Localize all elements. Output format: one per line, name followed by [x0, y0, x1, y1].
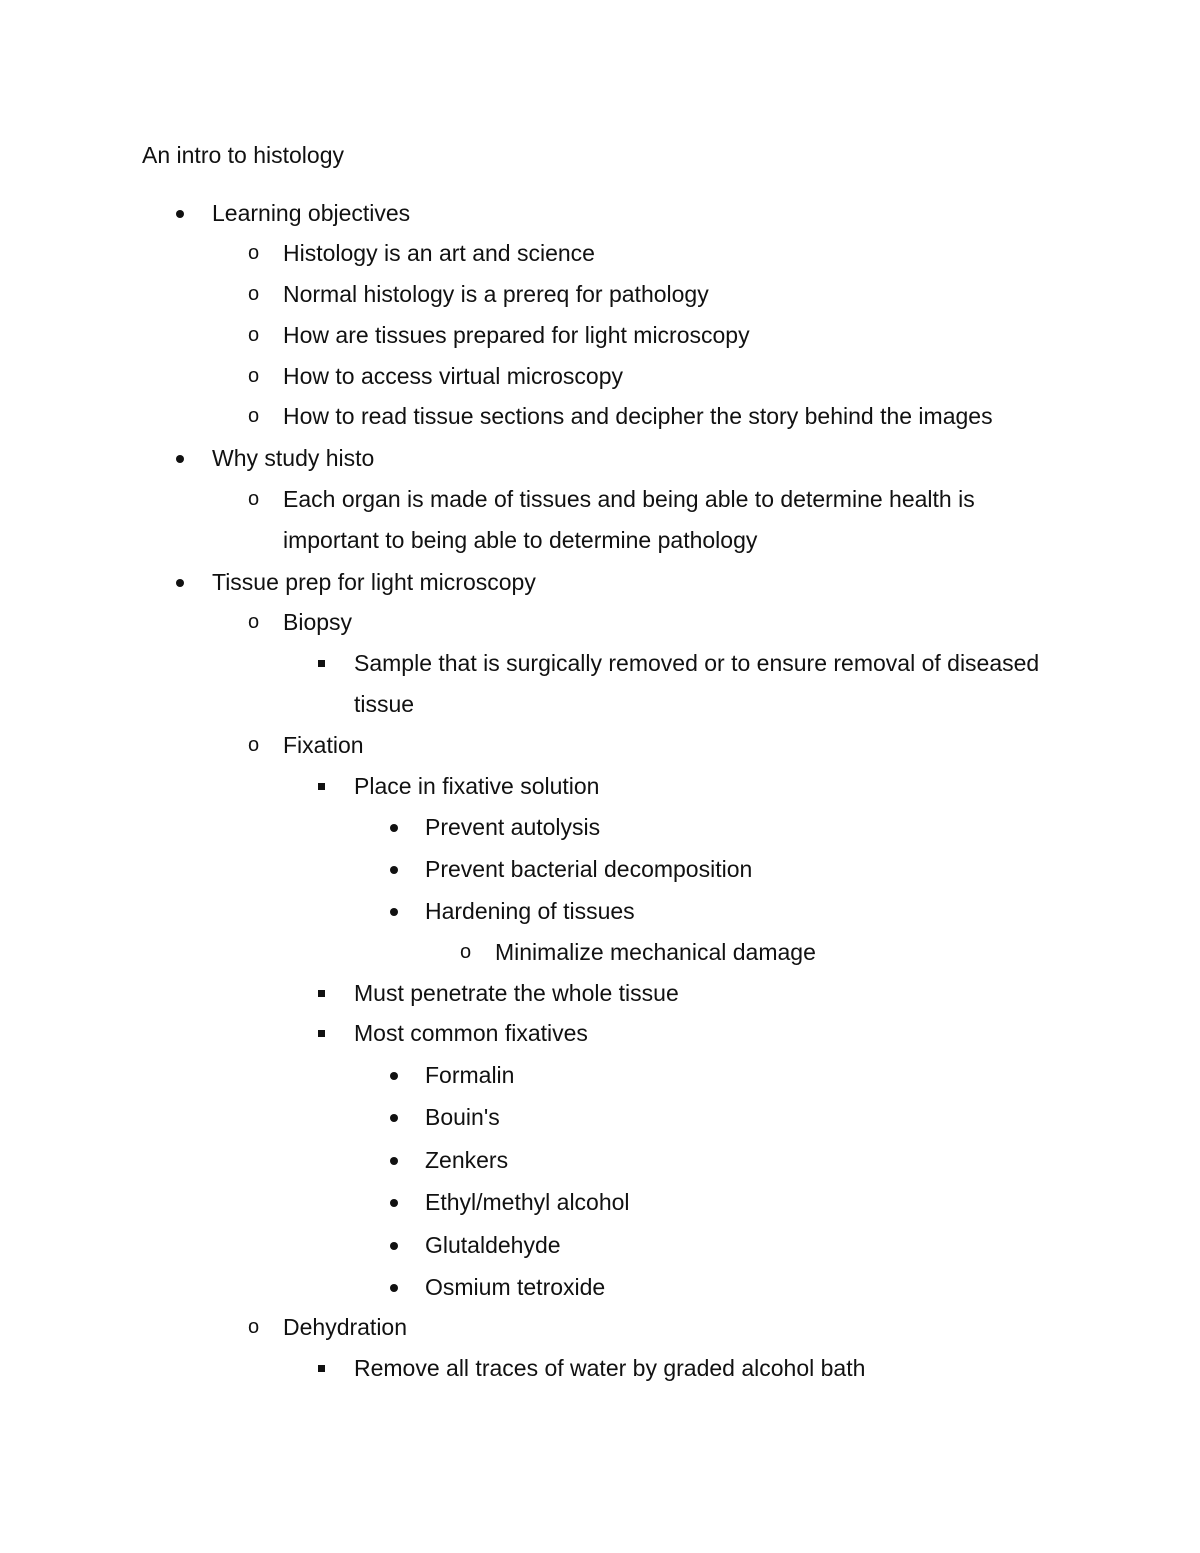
list-item-text: Remove all traces of water by graded alcohol bath	[354, 1355, 866, 1381]
list-item-text: Why study histo	[212, 445, 375, 471]
list-item-text: Normal histology is a prereq for pathology	[283, 281, 709, 307]
list-item-text: Minimalize mechanical damage	[495, 939, 816, 965]
list-item-text: Dehydration	[283, 1314, 408, 1340]
list-item-text: Biopsy	[283, 609, 353, 635]
list-item-text: important to being able to determine pathology	[283, 527, 758, 553]
list-item-text: tissue	[354, 691, 415, 717]
list-item-text: Hardening of tissues	[425, 898, 635, 924]
list-item-text: How are tissues prepared for light microscopy	[283, 322, 750, 348]
list-item-text: Each organ is made of tissues and being able to determine health is	[283, 486, 975, 512]
list-item-text: Ethyl/methyl alcohol	[425, 1189, 630, 1215]
page-title: An intro to histology	[142, 142, 345, 168]
list-item-text: Must penetrate the whole tissue	[354, 980, 679, 1006]
list-item-text: Place in fixative solution	[354, 773, 600, 799]
list-item-text: Learning objectives	[212, 200, 411, 226]
list-item-text: How to read tissue sections and decipher the story behind the images	[283, 403, 993, 429]
list-item-text: How to access virtual microscopy	[283, 363, 623, 389]
list-item-text: Tissue prep for light microscopy	[212, 569, 536, 595]
list-item-text: Most common fixatives	[354, 1020, 588, 1046]
list-item-text: Sample that is surgically removed or to ensure removal of diseased	[354, 650, 1040, 676]
list-item-text: Bouin's	[425, 1104, 500, 1130]
list-item-text: Zenkers	[425, 1147, 509, 1173]
list-item-text: Prevent autolysis	[425, 814, 601, 840]
list-item-text: Glutaldehyde	[425, 1232, 561, 1258]
list-item-text: Osmium tetroxide	[425, 1274, 606, 1300]
list-item-text: Histology is an art and science	[283, 240, 595, 266]
list-item-text: Formalin	[425, 1062, 515, 1088]
list-item-text: Fixation	[283, 732, 364, 758]
list-item-text: Prevent bacterial decomposition	[425, 856, 753, 882]
